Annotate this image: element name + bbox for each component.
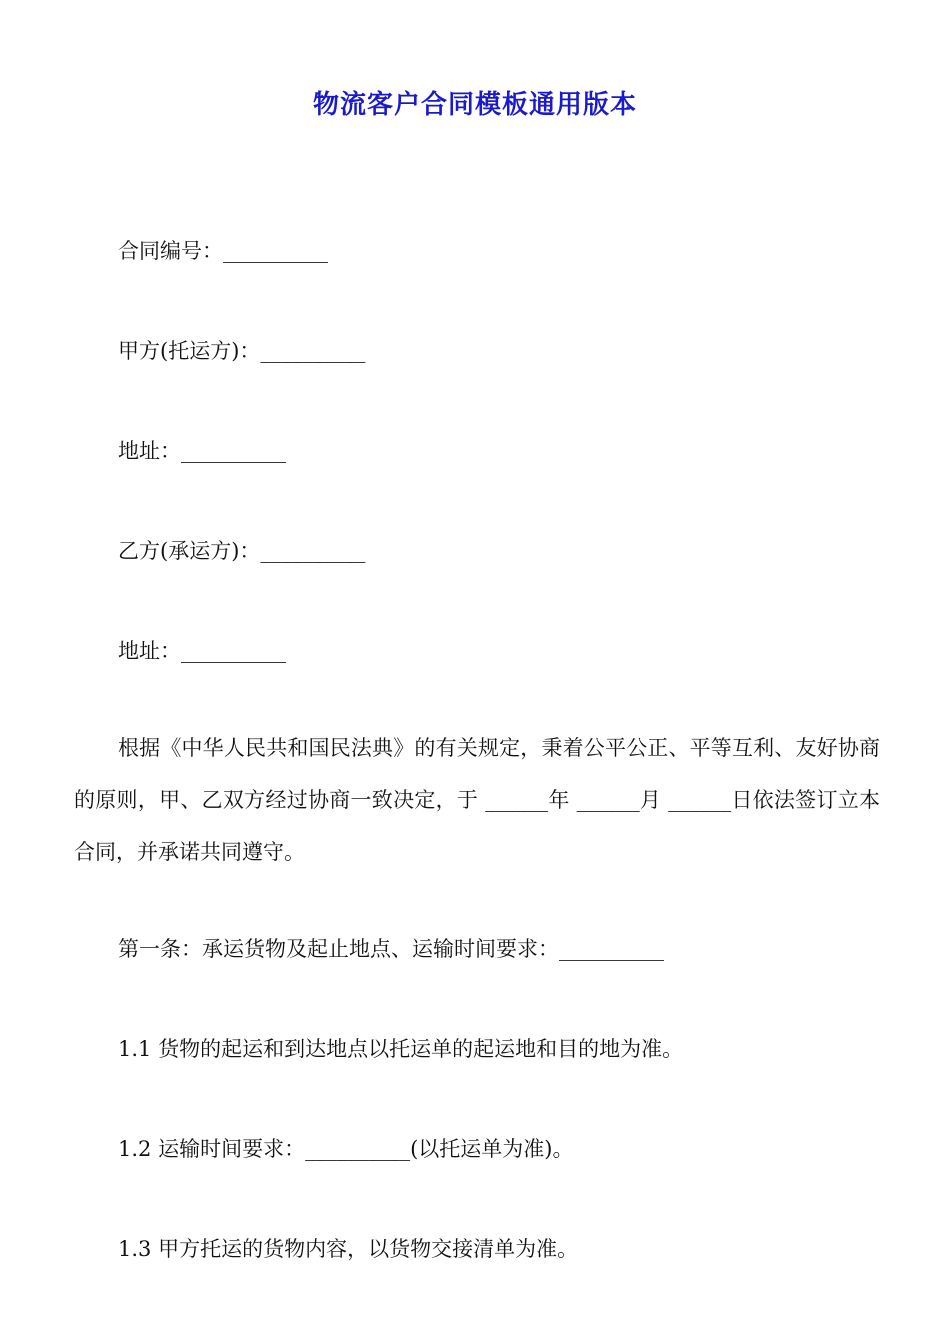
- article-1-heading: 第一条：承运货物及起止地点、运输时间要求：__________: [118, 937, 664, 961]
- contract-number-field: 合同编号：__________: [118, 239, 328, 263]
- article-1-item: 1.1 货物的起运和到达地点以托运单的起运地和目的地为准。: [118, 1037, 684, 1061]
- preamble-paragraph: 根据《中华人民共和国民法典》的有关规定，秉着公平公正、平等互利、友好协商的原则，甲、乙双方经过协商一致决定，于 ______年 ______月 ______日依法签订立本合同，并承诺共同遵守。: [74, 736, 880, 864]
- party-b-address-field: 地址：__________: [118, 639, 286, 663]
- article-1-item: 1.3 甲方托运的货物内容，以货物交接清单为准。: [118, 1237, 579, 1261]
- document-title: 物流客户合同模板通用版本: [312, 90, 637, 120]
- party-a-field: 甲方(托运方)：__________: [118, 339, 366, 363]
- article-1-item: 1.2 运输时间要求：__________(以托运单为准)。: [118, 1137, 574, 1161]
- party-b-field: 乙方(承运方)：__________: [118, 539, 366, 563]
- party-a-address-field: 地址：__________: [118, 439, 286, 463]
